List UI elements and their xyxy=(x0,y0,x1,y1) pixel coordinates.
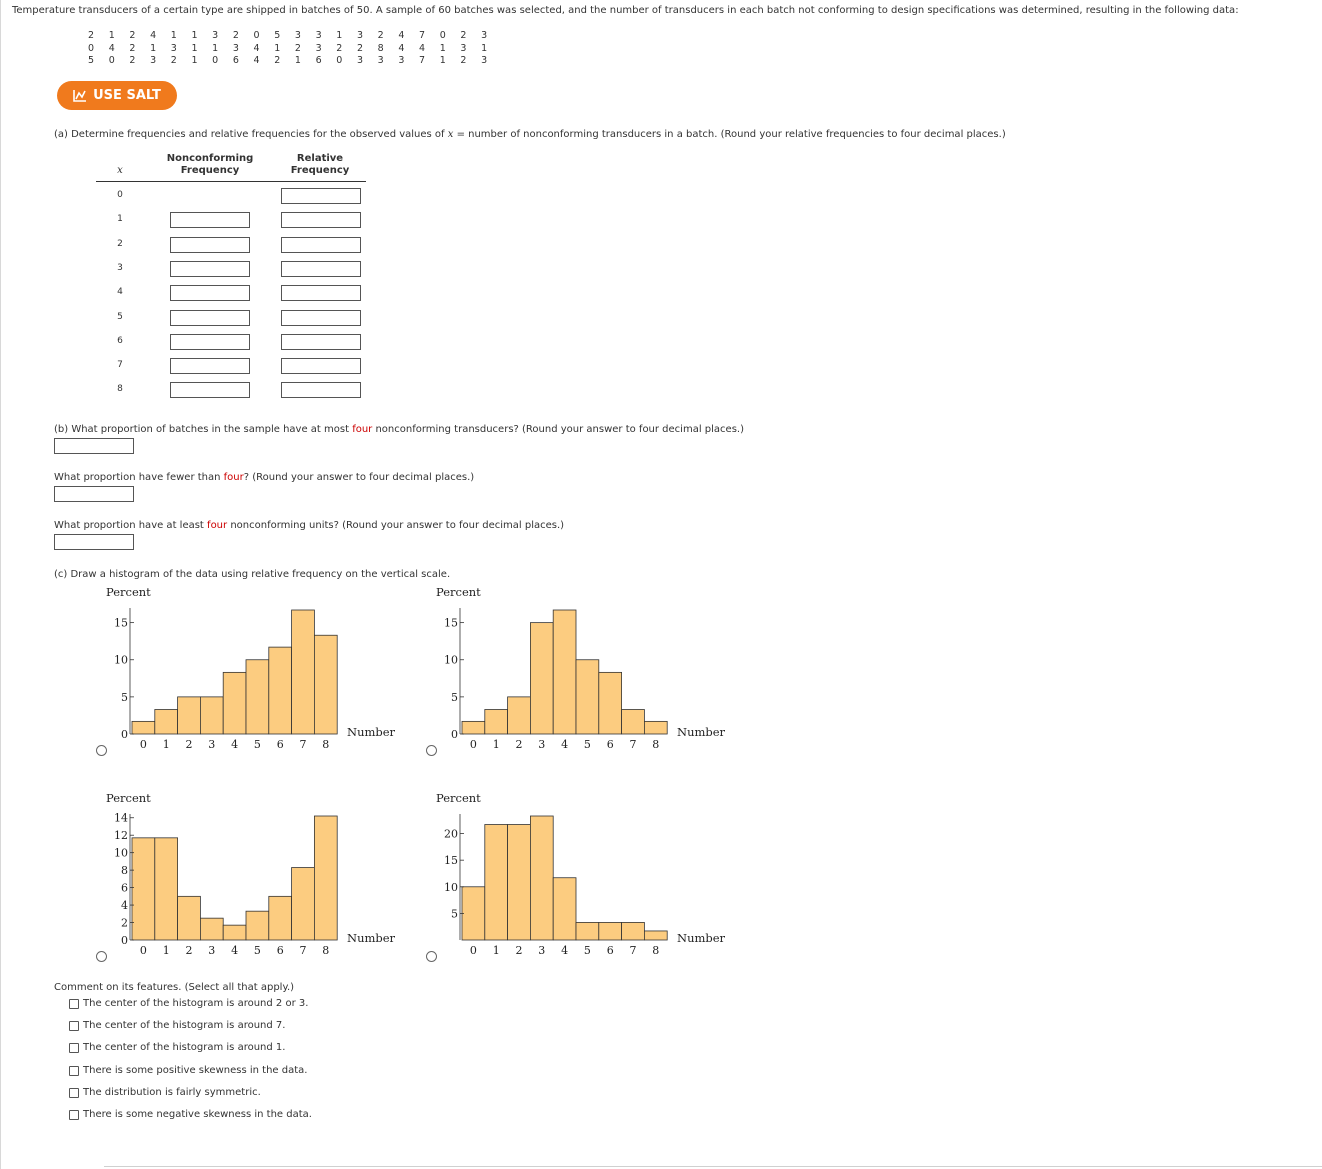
data-cell: 1 xyxy=(191,30,198,41)
data-cell: 2 xyxy=(336,42,343,54)
data-cell: 3 xyxy=(377,55,384,66)
x-tick-label: 4 xyxy=(561,738,569,751)
data-cell: 1 xyxy=(274,42,281,54)
data-cell: 1 xyxy=(108,30,115,41)
comment-option-label: The center of the histogram is around 2 or 3. xyxy=(83,998,309,1009)
data-cell: 3 xyxy=(150,55,157,66)
data-cell: 3 xyxy=(398,55,405,66)
x-tick-label: 7 xyxy=(629,944,637,957)
histogram-bar xyxy=(292,610,315,734)
left-border xyxy=(0,0,1,1169)
data-cell: 0 xyxy=(439,30,446,41)
part-b-q3: What proportion have at least four nonconforming units? (Round your answer to four decimal places.) xyxy=(54,520,565,531)
comment-option-label: The center of the histogram is around 7. xyxy=(83,1020,286,1032)
relative-frequency-input-6[interactable] xyxy=(281,334,361,350)
data-cell: 1 xyxy=(170,30,177,41)
data-cell: 4 xyxy=(398,30,405,41)
table-header-rule xyxy=(96,181,366,182)
data-cell: 3 xyxy=(356,55,363,66)
data-table xyxy=(88,30,502,68)
x-axis-label: Number xyxy=(677,725,726,739)
x-value-label: 4 xyxy=(117,287,123,298)
data-cell: 6 xyxy=(232,55,239,66)
data-cell: 0 xyxy=(108,55,115,66)
x-tick-label: 8 xyxy=(652,738,660,751)
data-cell: 5 xyxy=(274,30,281,41)
x-tick-label: 8 xyxy=(322,738,330,751)
histogram-c xyxy=(100,788,410,960)
histogram-bar xyxy=(178,697,201,734)
part-b-q2: What proportion have fewer than four? (Round your answer to four decimal places.) xyxy=(54,472,475,483)
data-row xyxy=(88,30,502,43)
data-row xyxy=(88,43,502,56)
data-cell: 2 xyxy=(232,30,239,41)
data-cell: 0 xyxy=(212,55,219,66)
data-row xyxy=(88,55,502,68)
histogram-bar xyxy=(155,709,178,734)
comment-checkbox[interactable] xyxy=(69,1110,79,1120)
histogram-bar xyxy=(576,922,599,940)
x-value-label: 5 xyxy=(117,311,123,322)
x-tick-label: 5 xyxy=(583,738,591,751)
y-tick-label: 10 xyxy=(114,653,128,667)
answer-fewer-than-four-input[interactable] xyxy=(54,486,134,502)
data-cell: 1 xyxy=(336,30,343,41)
data-cell: 3 xyxy=(212,30,219,41)
data-cell: 6 xyxy=(315,55,322,66)
data-cell: 1 xyxy=(294,55,301,66)
data-cell: 1 xyxy=(191,42,198,54)
data-cell: 1 xyxy=(439,55,446,66)
answer-at-least-four-input[interactable] xyxy=(54,534,134,550)
data-cell: 3 xyxy=(481,30,488,41)
y-tick-label: 12 xyxy=(114,829,128,843)
frequency-input-7[interactable] xyxy=(170,358,250,374)
y-tick-label: 0 xyxy=(121,934,128,947)
data-cell: 2 xyxy=(460,55,467,66)
frequency-input-4[interactable] xyxy=(170,285,250,301)
x-tick-label: 5 xyxy=(583,944,591,957)
histogram-bar xyxy=(462,721,485,734)
y-axis-label: Percent xyxy=(436,791,481,805)
histogram-bar xyxy=(155,838,178,940)
data-cell: 3 xyxy=(315,30,322,41)
histogram-bar xyxy=(644,931,667,940)
comment-checkbox[interactable] xyxy=(69,1088,79,1098)
histogram-bar xyxy=(508,825,531,940)
data-cell: 1 xyxy=(212,42,219,54)
histogram-bar xyxy=(223,925,246,940)
x-value-label: 1 xyxy=(117,214,123,225)
data-cell: 2 xyxy=(170,55,177,66)
histogram-bar xyxy=(508,697,531,734)
histogram-bar xyxy=(599,922,622,940)
y-tick-label: 5 xyxy=(451,690,458,704)
data-cell: 0 xyxy=(336,55,343,66)
x-value-label: 7 xyxy=(117,360,123,371)
histogram-bar xyxy=(246,660,269,734)
comment-option-label: The center of the histogram is around 1. xyxy=(83,1042,286,1054)
histogram-bar xyxy=(132,721,155,734)
data-cell: 2 xyxy=(377,30,384,41)
data-cell: 1 xyxy=(439,42,446,54)
x-tick-label: 0 xyxy=(469,738,477,751)
x-axis-label: Number xyxy=(347,931,396,945)
histogram-d xyxy=(430,788,740,960)
histogram-bar xyxy=(269,896,292,940)
y-tick-label: 6 xyxy=(121,881,128,895)
histogram-bar xyxy=(553,610,576,734)
data-cell: 3 xyxy=(232,42,239,54)
histogram-bar xyxy=(530,623,553,734)
histogram-bar xyxy=(622,709,645,734)
data-cell: 2 xyxy=(294,42,301,54)
y-tick-label: 20 xyxy=(444,827,458,841)
x-value-label: 8 xyxy=(117,384,123,395)
x-tick-label: 4 xyxy=(561,944,569,957)
frequency-input-8[interactable] xyxy=(170,382,250,398)
data-cell: 3 xyxy=(294,30,301,41)
histogram-b xyxy=(430,582,740,754)
frequency-input-2[interactable] xyxy=(170,237,250,253)
data-cell: 3 xyxy=(460,42,467,54)
salt-chart-icon xyxy=(73,89,87,102)
relative-frequency-input-5[interactable] xyxy=(281,310,361,326)
histogram-bar xyxy=(200,697,223,734)
y-tick-label: 4 xyxy=(121,899,128,913)
y-tick-label: 0 xyxy=(451,728,458,741)
x-value-label: 3 xyxy=(117,262,123,273)
x-tick-label: 5 xyxy=(253,738,261,751)
comment-checkbox[interactable] xyxy=(69,999,79,1009)
data-cell: 2 xyxy=(129,42,136,54)
data-cell: 4 xyxy=(150,30,157,41)
data-cell: 2 xyxy=(129,55,136,66)
data-cell: 0 xyxy=(253,30,260,41)
data-cell: 7 xyxy=(419,30,426,41)
histogram-bar xyxy=(485,825,508,940)
histogram-bar xyxy=(269,647,292,734)
comment-checkbox[interactable] xyxy=(69,1021,79,1031)
x-tick-label: 3 xyxy=(538,738,546,751)
x-tick-label: 6 xyxy=(606,738,614,751)
data-cell: 2 xyxy=(356,42,363,54)
x-tick-label: 1 xyxy=(162,944,170,957)
col-header-relative-frequency: Relative Frequency xyxy=(290,153,350,176)
y-tick-label: 10 xyxy=(444,880,458,894)
relative-frequency-input-8[interactable] xyxy=(281,382,361,398)
x-value-label: 0 xyxy=(117,190,123,200)
x-tick-label: 8 xyxy=(322,944,330,957)
histogram-bar xyxy=(246,911,269,940)
data-cell: 3 xyxy=(481,55,488,66)
histogram-bar xyxy=(485,709,508,734)
comment-option-label: There is some positive skewness in the data. xyxy=(83,1064,308,1076)
histogram-bar xyxy=(644,721,667,734)
y-tick-label: 8 xyxy=(121,864,128,878)
y-tick-label: 15 xyxy=(114,616,128,630)
x-tick-label: 0 xyxy=(469,944,477,957)
y-tick-label: 5 xyxy=(121,690,128,704)
problem-intro: Temperature transducers of a certain type are shipped in batches of 50. A sample of 60 batches was selected, and the number of transducers in each batch not conforming to design specifications was determined, resulting in the following data: xyxy=(12,5,1239,16)
histogram-bar xyxy=(292,868,315,940)
histogram-a xyxy=(100,582,410,754)
y-axis-label: Percent xyxy=(436,585,481,599)
x-tick-label: 0 xyxy=(139,738,147,751)
y-tick-label: 5 xyxy=(451,907,458,921)
comment-checkbox[interactable] xyxy=(69,1043,79,1053)
relative-frequency-input-7[interactable] xyxy=(281,358,361,374)
x-tick-label: 2 xyxy=(185,738,193,751)
x-tick-label: 3 xyxy=(208,738,216,751)
x-tick-label: 2 xyxy=(185,944,193,957)
x-tick-label: 6 xyxy=(276,738,284,751)
y-tick-label: 15 xyxy=(444,616,458,630)
data-cell: 4 xyxy=(108,42,115,54)
y-tick-label: 15 xyxy=(444,854,458,868)
x-tick-label: 2 xyxy=(515,738,523,751)
histogram-bar xyxy=(553,878,576,940)
x-tick-label: 2 xyxy=(515,944,523,957)
part-b-q1: (b) What proportion of batches in the sample have at most four nonconforming transducers? (Round your answer to four decimal places.) xyxy=(54,424,744,435)
x-tick-label: 1 xyxy=(492,738,500,751)
histogram-bar xyxy=(599,672,622,734)
data-cell: 1 xyxy=(150,42,157,54)
use-salt-button[interactable] xyxy=(57,81,177,110)
histogram-bar xyxy=(200,918,223,940)
data-cell: 2 xyxy=(460,30,467,41)
data-cell: 4 xyxy=(398,42,405,54)
x-tick-label: 7 xyxy=(299,944,307,957)
x-tick-label: 0 xyxy=(139,944,147,957)
data-cell: 3 xyxy=(315,42,322,54)
y-axis-label: Percent xyxy=(106,791,151,805)
answer-at-most-four-input[interactable] xyxy=(54,438,134,454)
x-value-label: 2 xyxy=(117,238,123,249)
x-tick-label: 4 xyxy=(231,738,239,751)
histogram-bar xyxy=(314,635,337,734)
frequency-input-3[interactable] xyxy=(170,261,250,277)
frequency-input-1[interactable] xyxy=(170,212,250,228)
x-tick-label: 7 xyxy=(299,738,307,751)
col-header-frequency: Nonconforming Frequency xyxy=(166,153,254,176)
y-tick-label: 10 xyxy=(444,653,458,667)
part-a-prompt: (a) Determine frequencies and relative frequencies for the observed values of x = number of nonconforming transducers in a batch. (Round your relative frequencies to four decimal places.) xyxy=(54,129,1006,140)
relative-frequency-input-1[interactable] xyxy=(281,212,361,228)
histogram-bar xyxy=(132,838,155,940)
data-cell: 4 xyxy=(253,42,260,54)
comment-option-label: The distribution is fairly symmetric. xyxy=(83,1086,261,1098)
frequency-input-5[interactable] xyxy=(170,310,250,326)
histogram-bar xyxy=(223,672,246,734)
data-cell: 1 xyxy=(191,55,198,66)
x-tick-label: 4 xyxy=(231,944,239,957)
data-cell: 4 xyxy=(419,42,426,54)
x-tick-label: 3 xyxy=(538,944,546,957)
comment-option-label: There is some negative skewness in the data. xyxy=(83,1109,312,1120)
data-cell: 7 xyxy=(419,55,426,66)
x-tick-label: 7 xyxy=(629,738,637,751)
part-c-prompt: (c) Draw a histogram of the data using relative frequency on the vertical scale. xyxy=(54,569,451,580)
x-tick-label: 1 xyxy=(162,738,170,751)
x-tick-label: 3 xyxy=(208,944,216,957)
data-cell: 3 xyxy=(170,42,177,54)
y-tick-label: 14 xyxy=(114,811,128,825)
col-header-x: x xyxy=(117,165,123,176)
histogram-bar xyxy=(576,660,599,734)
use-salt-label: USE SALT xyxy=(93,88,161,103)
x-tick-label: 5 xyxy=(253,944,261,957)
histogram-bar xyxy=(530,816,553,940)
histogram-bar xyxy=(622,922,645,940)
relative-frequency-input-4[interactable] xyxy=(281,285,361,301)
x-tick-label: 6 xyxy=(276,944,284,957)
data-cell: 8 xyxy=(377,42,384,54)
relative-frequency-input-0[interactable] xyxy=(281,188,361,204)
data-cell: 0 xyxy=(88,42,95,54)
frequency-input-6[interactable] xyxy=(170,334,250,350)
y-tick-label: 2 xyxy=(121,916,128,930)
data-cell: 5 xyxy=(88,55,95,66)
bottom-divider xyxy=(104,1166,1322,1167)
data-cell: 2 xyxy=(88,30,95,41)
histogram-bar xyxy=(314,816,337,940)
histogram-bar xyxy=(178,896,201,940)
relative-frequency-input-2[interactable] xyxy=(281,237,361,253)
x-tick-label: 1 xyxy=(492,944,500,957)
relative-frequency-input-3[interactable] xyxy=(281,261,361,277)
histogram-bar xyxy=(462,887,485,940)
y-tick-label: 0 xyxy=(121,728,128,741)
x-tick-label: 8 xyxy=(652,944,660,957)
y-tick-label: 10 xyxy=(114,846,128,860)
data-cell: 2 xyxy=(129,30,136,41)
y-axis-label: Percent xyxy=(106,585,151,599)
comment-prompt: Comment on its features. (Select all that apply.) xyxy=(54,982,295,993)
x-tick-label: 6 xyxy=(606,944,614,957)
x-axis-label: Number xyxy=(347,725,396,739)
data-cell: 1 xyxy=(481,42,488,54)
x-value-label: 6 xyxy=(117,335,123,346)
data-cell: 3 xyxy=(356,30,363,41)
data-cell: 4 xyxy=(253,55,260,66)
x-axis-label: Number xyxy=(677,931,726,945)
comment-checkbox[interactable] xyxy=(69,1066,79,1076)
data-cell: 2 xyxy=(274,55,281,66)
